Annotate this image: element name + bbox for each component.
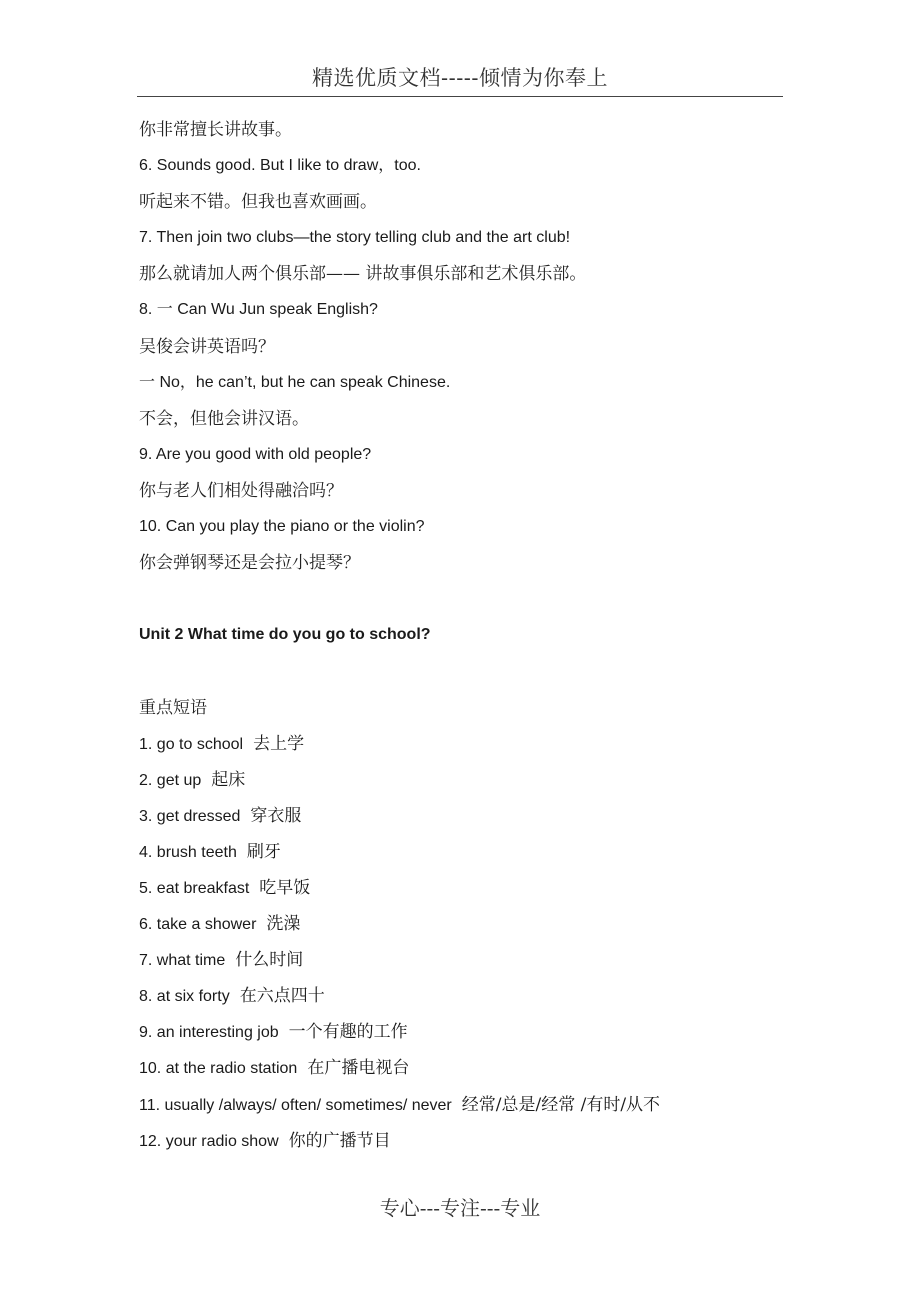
phrase-item xyxy=(139,762,799,798)
phrase-zh: 去上学 xyxy=(253,733,305,754)
phrase-item xyxy=(139,1087,799,1123)
phrase-en: 1. go to school xyxy=(139,735,244,753)
phrase-item xyxy=(139,798,799,834)
phrase-item xyxy=(139,978,799,1014)
section-label: 重点短语 xyxy=(139,697,207,718)
blank-line xyxy=(139,581,799,617)
unit-heading: Unit 2 What time do you go to school? xyxy=(139,626,431,644)
header-divider xyxy=(137,96,783,97)
text-line: 不会，但他会讲汉语。 xyxy=(139,408,309,429)
text-line: 9. Are you good with old people? xyxy=(139,445,372,463)
text-line: 你会弹钢琴还是会拉小提琴？ xyxy=(139,553,360,574)
phrase-en: 11. usually /always/ often/ sometimes/ never xyxy=(139,1096,452,1114)
page-header: 精选优质文档-----倾情为你奉上 xyxy=(312,66,608,90)
text-line: 7. Then join two clubs—the story telling club and the art club! xyxy=(139,229,571,247)
phrase-zh: 一个有趣的工作 xyxy=(288,1022,408,1043)
text-line: 你与老人们相处得融洽吗？ xyxy=(139,480,343,501)
phrase-en: 12. your radio show xyxy=(139,1132,279,1150)
page-footer: 专心---专注---专业 xyxy=(379,1196,541,1220)
text-line: 8. 一 Can Wu Jun speak English? xyxy=(139,301,378,319)
text-line: 听起来不错。但我也喜欢画画。 xyxy=(139,192,377,213)
text-line: 你非常擅长讲故事。 xyxy=(139,120,292,140)
phrase-en: 10. at the radio station xyxy=(139,1060,298,1078)
phrase-en: 3. get dressed xyxy=(139,807,241,825)
phrase-en: 4. brush teeth xyxy=(139,843,237,861)
phrase-zh: 洗澡 xyxy=(266,914,301,935)
text-line: 一 No，he can’t, but he can speak Chinese. xyxy=(139,373,451,391)
text-line: 6. Sounds good. But I like to draw，too. xyxy=(139,157,421,175)
phrase-zh: 你的广播节目 xyxy=(288,1130,391,1151)
phrase-item xyxy=(139,1050,799,1086)
phrase-zh: 在六点四十 xyxy=(239,986,325,1007)
phrase-zh: 刷牙 xyxy=(246,841,281,862)
phrase-item xyxy=(139,906,799,942)
phrase-zh: 吃早饭 xyxy=(259,877,311,898)
phrase-zh: 在广播电视台 xyxy=(307,1058,410,1079)
phrase-item xyxy=(139,1014,799,1050)
phrase-item xyxy=(139,726,799,762)
phrase-en: 2. get up xyxy=(139,771,202,789)
phrase-zh: 起床 xyxy=(211,769,246,790)
text-line: 10. Can you play the piano or the violin? xyxy=(139,518,425,536)
text-line: 吴俊会讲英语吗？ xyxy=(139,336,275,357)
phrase-zh: 经常/总是/经常 /有时/从不 xyxy=(461,1094,661,1115)
phrase-en: 8. at six forty xyxy=(139,988,230,1006)
document-body xyxy=(139,112,799,1159)
phrase-item xyxy=(139,834,799,870)
phrase-zh: 穿衣服 xyxy=(250,805,302,826)
blank-line xyxy=(139,653,799,689)
phrase-en: 9. an interesting job xyxy=(139,1024,279,1042)
text-line: 那么就请加人两个俱乐部—— 讲故事俱乐部和艺术俱乐部。 xyxy=(139,264,587,285)
phrase-zh: 什么时间 xyxy=(235,950,304,971)
phrase-en: 5. eat breakfast xyxy=(139,879,250,897)
phrase-en: 7. what time xyxy=(139,952,226,970)
phrase-item xyxy=(139,942,799,978)
phrase-item xyxy=(139,870,799,906)
phrase-en: 6. take a shower xyxy=(139,916,257,934)
phrase-item xyxy=(139,1123,799,1159)
